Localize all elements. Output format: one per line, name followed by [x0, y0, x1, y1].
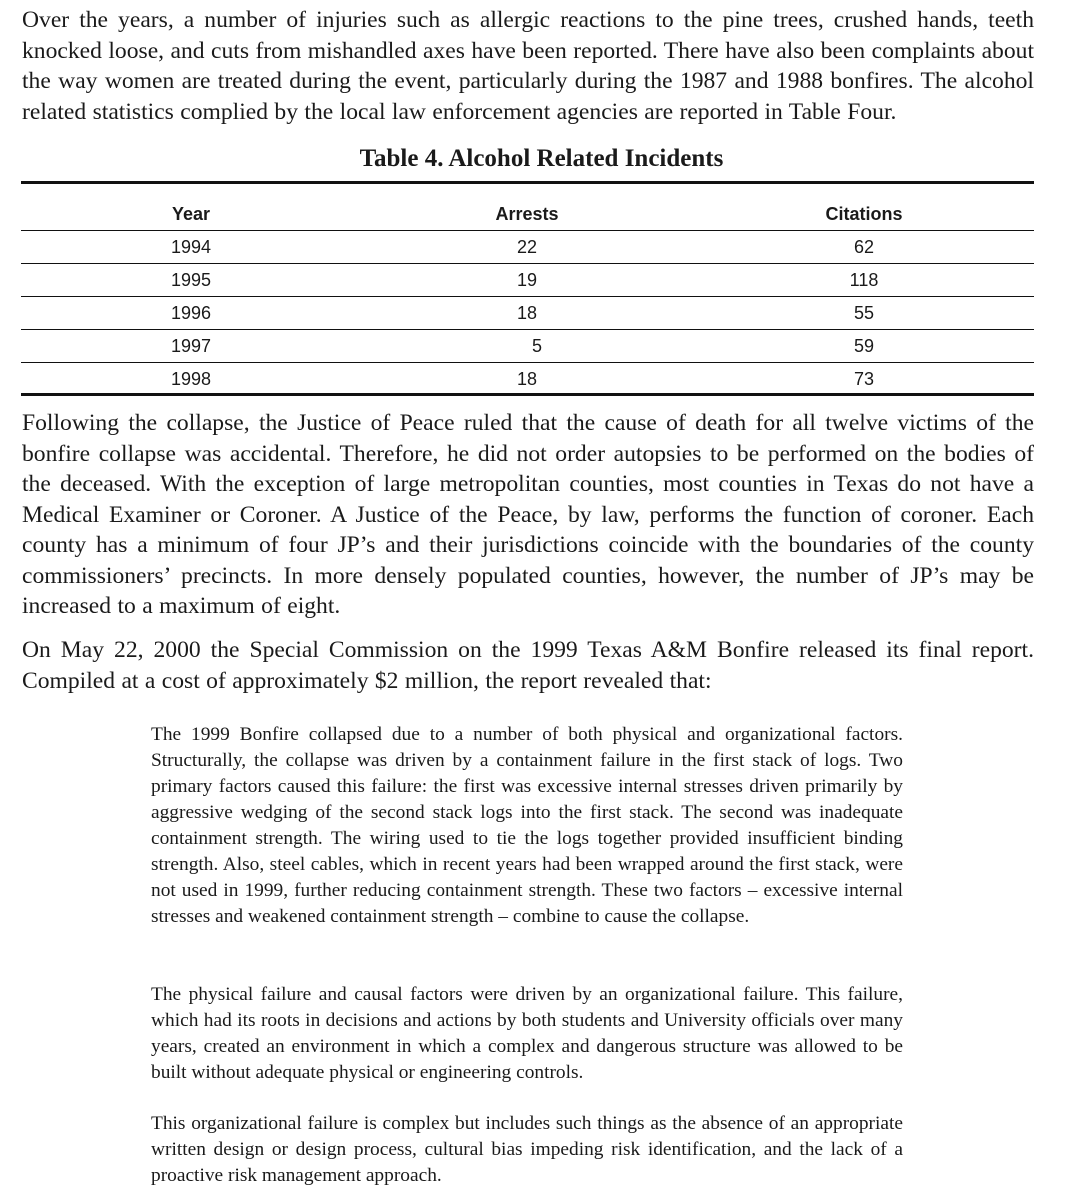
header-citations: Citations — [825, 204, 903, 224]
cell-citations: 62 — [853, 237, 875, 257]
table-header-row — [21, 198, 1034, 231]
table-row — [21, 297, 1034, 330]
cell-year: 1998 — [170, 369, 212, 389]
report-paragraph: On May 22, 2000 the Special Commission on the 1999 Texas A&M Bonfire released its final report. Compiled at a cost of approximately $2 million, the report revealed that: — [22, 637, 1034, 694]
cell-citations: 73 — [853, 369, 875, 389]
cell-citations: 55 — [853, 303, 875, 323]
cell-arrests: 22 — [516, 237, 538, 257]
cell-arrests: 19 — [516, 270, 538, 290]
table-row-divider — [21, 362, 1034, 363]
cell-citations: 59 — [853, 336, 875, 356]
table-row-divider — [21, 263, 1034, 264]
cell-arrests: 18 — [516, 369, 538, 389]
quote-paragraph-1: The 1999 Bonfire collapsed due to a number of both physical and organizational factors. Structurally, the collapse was driven by a containment failure in the first stack of logs. Two primary factors caused this failure: the first was excessive internal stresses driven primarily by aggressive wedging of the second stack logs into the first stack. The second was inadequate containment strength. The wiring used to tie the logs together provided insufficient binding strength. Also, steel cables, which in recent years had been wrapped around the first stack, were not used in 1999, further reducing containment strength. These two factors – excessive internal stresses and weakened containment strength – combine to cause the collapse. — [151, 724, 903, 927]
table-top-rule — [21, 181, 1034, 184]
header-year: Year — [171, 204, 211, 224]
cell-year: 1994 — [170, 237, 212, 257]
quote-paragraph-2: The physical failure and causal factors were driven by an organizational failure. This failure, which had its roots in decisions and actions by both students and University officials over many years, created an environment in which a complex and dangerous structure was allowed to be built without adequate physical or engineering controls. — [151, 984, 903, 1083]
cell-year: 1996 — [170, 303, 212, 323]
table-row — [21, 330, 1034, 363]
table-row-divider — [21, 329, 1034, 330]
table-row — [21, 264, 1034, 297]
collapse-paragraph: Following the collapse, the Justice of Peace ruled that the cause of death for all twelve victims of the bonfire collapse was accidental. Therefore, he did not order autopsies to be performed on the bodies of the deceased. With the exception of large metropolitan counties, most counties in Texas do not have a Medical Examiner or Coroner. A Justice of the Peace, by law, performs the function of coroner. Each county has a minimum of four JP’s and their jurisdictions coincide with the boundaries of the county commissioners’ precincts. In more densely populated counties, however, the number of JP’s may be increased to a maximum of eight. — [22, 410, 1034, 619]
table-row-divider — [21, 296, 1034, 297]
table-row — [21, 363, 1034, 396]
cell-year: 1997 — [170, 336, 212, 356]
intro-paragraph: Over the years, a number of injuries such as allergic reactions to the pine trees, crushed hands, teeth knocked loose, and cuts from mishandled axes have been reported. There have also been complaints about the way women are treated during the event, particularly during the 1987 and 1988 bonfires. The alcohol related statistics complied by the local law enforcement agencies are reported in Table Four. — [22, 7, 1034, 125]
cell-arrests: 18 — [516, 303, 538, 323]
cell-year: 1995 — [170, 270, 212, 290]
header-arrests: Arrests — [495, 204, 559, 224]
table-title: Table 4. Alcohol Related Incidents — [359, 145, 724, 172]
cell-arrests: 5 — [531, 336, 542, 356]
table-bottom-rule — [21, 393, 1034, 396]
table-row — [21, 231, 1034, 264]
cell-citations: 118 — [849, 270, 879, 290]
quote-paragraph-3: This organizational failure is complex but includes such things as the absence of an appropriate written design or design process, cultural bias impeding risk identification, and the lack of a proactive risk management approach. — [151, 1113, 903, 1186]
table-header-rule — [21, 230, 1034, 231]
